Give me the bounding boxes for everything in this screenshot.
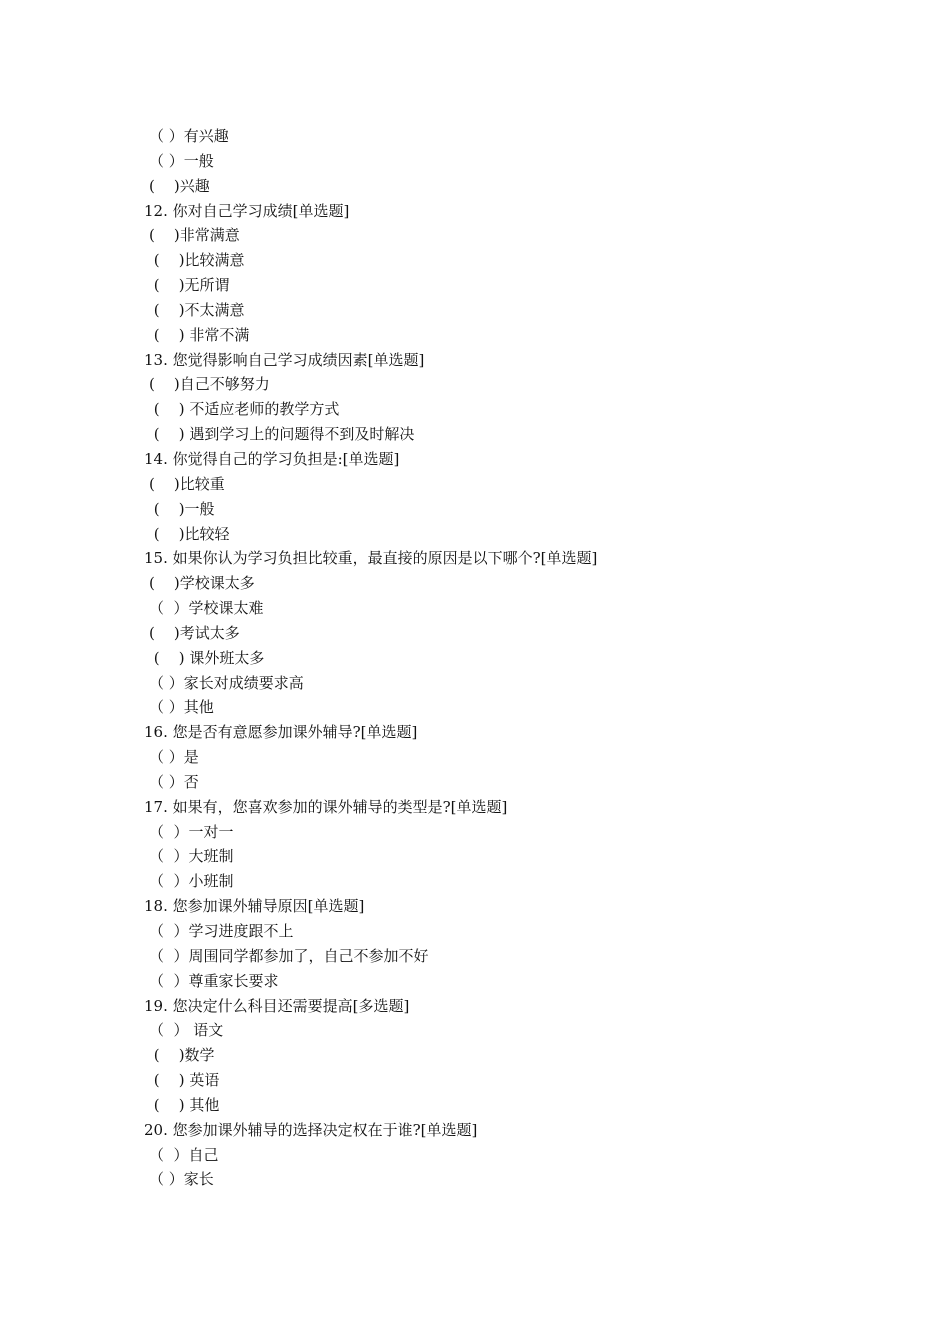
- question-14: 14. 你觉得自己的学习负担是:[单选题]: [144, 449, 400, 468]
- question-15: 15. 如果你认为学习负担比较重，最直接的原因是以下哪个?[单选题]: [144, 549, 598, 568]
- option-line: ( )考试太多: [149, 623, 240, 642]
- option-line: ( ) 课外班太多: [149, 648, 265, 667]
- option-line: ( )比较轻: [149, 524, 230, 543]
- questionnaire-page: [144, 124, 844, 1192]
- option-line: （ ） 语文: [149, 1021, 224, 1040]
- option-line: ( ) 英语: [149, 1071, 220, 1090]
- option-line: ( ) 遇到学习上的问题得不到及时解决: [149, 425, 415, 444]
- option-line: （ ）是: [149, 748, 199, 767]
- option-line: （ ）周围同学都参加了，自己不参加不好: [149, 946, 429, 965]
- option-line: （ ）自己: [149, 1145, 219, 1164]
- option-line: （ ）学习进度跟不上: [149, 922, 294, 940]
- option-line: （ ）有兴趣: [149, 127, 229, 145]
- option-line: ( )比较满意: [149, 251, 245, 270]
- option-line: （ ）一般: [149, 151, 214, 170]
- option-line: （ ）否: [149, 772, 199, 791]
- question-19: 19. 您决定什么科目还需要提高[多选题]: [144, 996, 410, 1015]
- option-line: （ ）小班制: [149, 872, 234, 891]
- option-line: （ ）一对一: [149, 822, 234, 841]
- option-line: ( )无所谓: [149, 276, 230, 295]
- option-line: ( )不太满意: [149, 300, 245, 319]
- option-line: ( )非常满意: [149, 226, 240, 245]
- question-13: 13. 您觉得影响自己学习成绩因素[单选题]: [144, 350, 425, 369]
- option-line: ( )数学: [149, 1046, 215, 1065]
- question-12: 12. 你对自己学习成绩[单选题]: [144, 201, 350, 220]
- option-line: （ ）其他: [149, 698, 214, 717]
- option-line: ( )比较重: [149, 474, 225, 493]
- question-18: 18. 您参加课外辅导原因[单选题]: [144, 897, 365, 916]
- option-line: （ ）大班制: [149, 847, 234, 866]
- option-line: （ ）家长: [149, 1170, 214, 1189]
- question-20: 20. 您参加课外辅导的选择决定权在于谁?[单选题]: [144, 1120, 478, 1139]
- question-17: 17. 如果有，您喜欢参加的课外辅导的类型是?[单选题]: [144, 797, 508, 816]
- option-line: ( )一般: [149, 499, 215, 518]
- option-line: ( )兴趣: [149, 176, 210, 195]
- question-16: 16. 您是否有意愿参加课外辅导?[单选题]: [144, 723, 418, 742]
- option-line: （ ）尊重家长要求: [149, 971, 279, 990]
- option-line: ( ) 其他: [149, 1095, 220, 1114]
- option-line: ( )学校课太多: [149, 574, 255, 593]
- option-line: ( )自己不够努力: [149, 375, 270, 394]
- option-line: （ ）家长对成绩要求高: [149, 673, 304, 692]
- option-line: ( ) 非常不满: [149, 325, 250, 344]
- option-line: ( ) 不适应老师的教学方式: [149, 400, 340, 419]
- option-line: （ ）学校课太难: [149, 599, 264, 618]
